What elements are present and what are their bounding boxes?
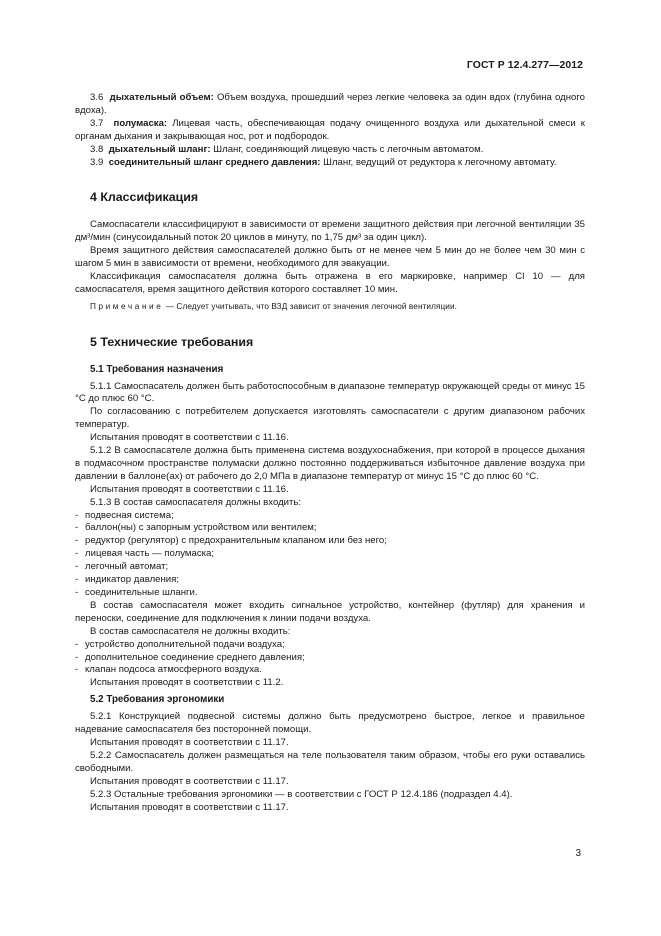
test-ref-11-17-a: Испытания проводят в соответствии с 11.17. — [90, 736, 289, 748]
p-5-2-1: 5.2.1 Конструкцией подвесной системы должно быть предусмотрено быстрое, легкое и правильное надевание самоспасателя без посторонней помощи. — [75, 711, 585, 736]
list-item: - устройство дополнительной подачи воздуха; — [75, 638, 285, 650]
test-ref-11-16-b: Испытания проводят в соответствии с 11.16. — [90, 483, 289, 495]
list-item: - подвесная система; — [75, 509, 174, 521]
list-item: - соединительные шланги. — [75, 587, 198, 598]
test-ref-11-17-b: Испытания проводят в соответствии с 11.17. — [90, 775, 289, 787]
p-5-2-2: 5.2.2 Самоспасатель должен размещаться на теле пользователя таким образом, чтобы его руки оставались свободными. — [75, 749, 585, 774]
list-item: - лицевая часть — полумаска; — [75, 548, 215, 560]
section-4-title: 4 Классификация — [90, 190, 199, 205]
definition-3-7: 3.7 полумаска: Лицевая часть, обеспечивающая подачу очищенного воздуха или дыхательной смеси к органам дыхания и закрывающая нос, рот и подбородок. — [75, 117, 585, 142]
p-5-1-3: 5.1.3 В состав самоспасателя должны входить: — [90, 496, 302, 508]
p-5-1-1: 5.1.1 Самоспасатель должен быть работоспособным в диапазоне температур окружающей среды от минус 15 °С до плюс 60 °С. — [75, 380, 585, 405]
list-item: - дополнительное соединение среднего давления; — [75, 651, 305, 663]
s4-note: Примечание — Следует учитывать, что ВЗД зависит от значения легочной вентиляции. — [90, 301, 458, 311]
list-item: - индикатор давления; — [75, 574, 180, 586]
p-5-2-3: 5.2.3 Остальные требования эргономики — в соответствии с ГОСТ Р 12.4.186 (подраздел 4.4). — [90, 788, 513, 800]
section-5-2-title: 5.2 Требования эргономики — [90, 694, 225, 706]
p-5-1-3-c: В состав самоспасателя не должны входить: — [90, 625, 291, 637]
list-item: - баллон(ны) с запорным устройством или вентилем; — [75, 522, 317, 534]
section-5-title: 5 Технические требования — [90, 334, 254, 349]
page-number: 3 — [575, 848, 581, 859]
test-ref-11-2: Испытания проводят в соответствии с 11.2. — [90, 677, 284, 689]
list-item: - клапан подсоса атмосферного воздуха. — [75, 664, 262, 676]
page-body — [75, 92, 585, 814]
list-item: - редуктор (регулятор) с предохранительным клапаном или без него; — [75, 535, 387, 547]
p-5-1-3-b: В состав самоспасателя может входить сигнальное устройство, контейнер (футляр) для хранения и переноски, соединение для подключения к линии подачи воздуха. — [75, 599, 585, 624]
test-ref-11-16-a: Испытания проводят в соответствии с 11.16. — [90, 432, 289, 444]
p-5-1-2: 5.1.2 В самоспасателе должна быть применена система воздухоснабжения, при которой в процессе дыхания в подмасочном пространстве полумаски должно постоянно поддерживаться избыточное давление воздуха при давлении в баллоне(ах) от рабочего до 2,0 МПа в диапазоне температур от минус 15 °С до плюс 60 °С. — [75, 445, 585, 482]
section-5-1-title: 5.1 Требования назначения — [90, 363, 224, 375]
s4-paragraph-2: Время защитного действия самоспасателей должно быть от не менее чем 5 мин до не более чем 30 мин с шагом 5 мин в зависимости от времени, необходимого для эвакуации. — [75, 245, 585, 270]
list-item: - легочный автомат; — [75, 561, 169, 573]
document-header: ГОСТ Р 12.4.277—2012 — [466, 60, 583, 71]
definition-3-6: 3.6 дыхательный объем: Объем воздуха, прошедший через легкие человека за один вдох (глубина одного вдоха). — [75, 92, 585, 116]
test-ref-11-17-c: Испытания проводят в соответствии с 11.17. — [90, 801, 289, 813]
definition-3-8: 3.8 дыхательный шланг: Шланг, соединяющий лицевую часть с легочным автоматом. — [90, 143, 484, 155]
definition-3-9: 3.9 соединительный шланг среднего давления: Шланг, ведущий от редуктора к легочному автомату. — [90, 156, 557, 168]
s4-paragraph-3: Классификация самоспасателя должна быть отражена в его маркировке, например Cl 10 — для самоспасателя, время защитного действия которого составляет 10 мин. — [75, 270, 585, 295]
p-5-1-1-b: По согласованию с потребителем допускается изготовлять самоспасатели с другим диапазоном рабочих температур. — [75, 406, 585, 431]
s4-paragraph-1: Самоспасатели классифицируют в зависимости от времени защитного действия при легочной вентиляции 35 дм³/мин (синусоидальный поток 20 циклов в минуту, по 1,75 дм³ за один цикл). — [75, 219, 585, 244]
